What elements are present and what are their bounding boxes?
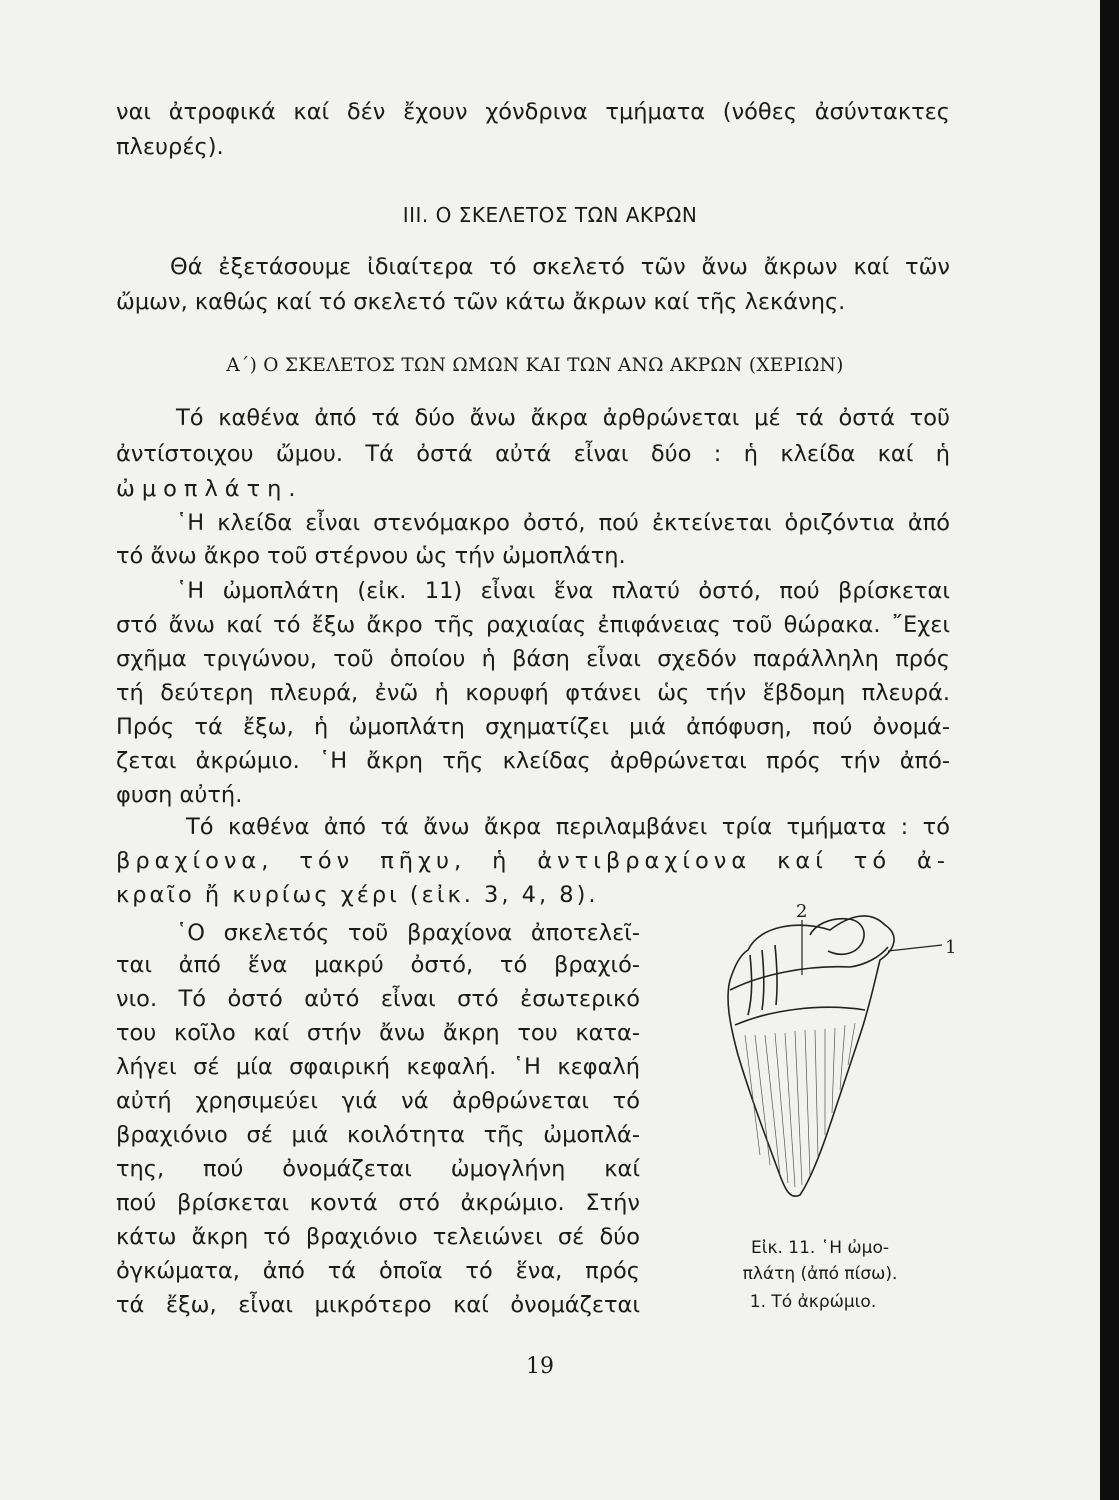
- text-line: ὀγκώματα, ἀπό τά ὁποῖα τό ἕνα, πρός: [116, 1258, 640, 1284]
- text-line: νιο. Τό ὀστό αὐτό εἶναι στό ἐσωτερικό: [116, 986, 640, 1012]
- text-line: ἀντίστοιχου ὤμου. Τά ὀστά αὐτά εἶναι δύο : ἡ κλείδα καί ἡ: [116, 441, 950, 467]
- text-line: βραχιόνιο σέ μιά κοιλότητα τῆς ὠμοπλά-: [116, 1122, 640, 1148]
- scan-edge: [1100, 0, 1119, 1500]
- text-line: κραῖο ἤ κυρίως χέρι (εἰκ. 3, 4, 8).: [116, 882, 599, 908]
- text-line: Τό καθένα ἀπό τά δύο ἄνω ἄκρα ἀρθρώνεται μέ τά ὀστά τοῦ: [176, 405, 950, 431]
- text-line: Τό καθένα ἀπό τά ἄνω ἄκρα περιλαμβάνει τρία τμήματα : τό: [186, 814, 950, 840]
- text-line: λήγει σέ μία σφαιρική κεφαλή. ῾Η κεφαλή: [116, 1054, 640, 1080]
- text-line: πλευρές).: [116, 134, 224, 160]
- figure-caption: 1. Τό ἀκρώμιο.: [749, 1292, 877, 1312]
- text-line: της, πού ὀνομάζεται ὠμογλήνη καί: [116, 1156, 640, 1182]
- text-line: του κοῖλο καί στήν ἄνω ἄκρη του κατα-: [116, 1020, 640, 1046]
- section-heading: III. Ο ΣΚΕΛΕΤΟΣ ΤΩΝ ΑΚΡΩΝ: [402, 203, 698, 227]
- figure-caption: πλάτη (ἀπό πίσω).: [742, 1264, 898, 1284]
- text-line: πού βρίσκεται κοντά στό ἀκρώμιο. Στήν: [116, 1190, 640, 1216]
- text-line: βραχίονα, τόν πῆχυ, ἡ ἀντιβραχίονα καί τό ἀ-: [116, 848, 950, 874]
- text-line: τά ἔξω, εἶναι μικρότερο καί ὀνομάζεται: [116, 1292, 640, 1318]
- figure-label-2: 2: [796, 901, 808, 922]
- text-line: στό ἄνω καί τό ἔξω ἄκρο τῆς ραχιαίας ἐπιφάνειας τοῦ θώρακα. ῎Εχει: [116, 612, 950, 638]
- text-line: φυση αὐτή.: [116, 782, 243, 808]
- text-line: ῾Η ὠμοπλάτη (εἰκ. 11) εἶναι ἕνα πλατύ ὀστό, πού βρίσκεται: [176, 578, 950, 604]
- page-number: 19: [526, 1354, 554, 1379]
- text-line: Θά ἐξετάσουμε ἰδιαίτερα τό σκελετό τῶν ἄνω ἄκρων καί τῶν: [170, 254, 950, 280]
- text-line: ναι ἀτροφικά καί δέν ἔχουν χόνδρινα τμήματα (νόθες ἀσύντακτες: [116, 99, 950, 125]
- text-line: ὤμων, καθώς καί τό σκελετό τῶν κάτω ἄκρων καί τῆς λεκάνης.: [116, 289, 846, 315]
- text-line: αὐτή χρησιμεύει γιά νά ἀρθρώνεται τό: [116, 1088, 640, 1114]
- scapula-illustration: [690, 895, 960, 1230]
- text-line: τή δεύτερη πλευρά, ἐνῶ ἡ κορυφή φτάνει ὡς τήν ἕβδομη πλευρά.: [116, 680, 950, 706]
- text-line: ῾Ο σκελετός τοῦ βραχίονα ἀποτελεῖ-: [176, 920, 640, 946]
- figure-label-1: 1: [945, 937, 957, 958]
- text-line: ζεται ἀκρώμιο. ῾Η ἄκρη τῆς κλείδας ἀρθρώνεται πρός τήν ἀπό-: [116, 748, 950, 774]
- text-line: Πρός τά ἔξω, ἡ ὠμοπλάτη σχηματίζει μιά ἀπόφυση, πού ὀνομά-: [116, 714, 950, 740]
- text-line: κάτω ἄκρη τό βραχιόνιο τελειώνει σέ δύο: [116, 1224, 640, 1250]
- text-line: τό ἄνω ἄκρο τοῦ στέρνου ὡς τήν ὠμοπλάτη.: [116, 543, 626, 569]
- text-line: σχῆμα τριγώνου, τοῦ ὁποίου ἡ βάση εἶναι σχεδόν παράλληλη πρός: [116, 646, 950, 672]
- figure-caption: Εἰκ. 11. ῾Η ὠμο-: [750, 1238, 890, 1258]
- subsection-heading: Α΄) Ο ΣΚΕΛΕΤΟΣ ΤΩΝ ΩΜΩΝ ΚΑΙ ΤΩΝ ΑΝΩ ΑΚΡΩΝ (ΧΕΡΙΩΝ): [226, 355, 844, 376]
- text-line: ῾Η κλείδα εἶναι στενόμακρο ὀστό, πού ἐκτείνεται ὁριζόντια ἀπό: [176, 510, 950, 536]
- text-line: ται ἀπό ἕνα μακρύ ὀστό, τό βραχιό-: [116, 952, 640, 978]
- text-line: ὠμοπλάτη.: [116, 476, 303, 502]
